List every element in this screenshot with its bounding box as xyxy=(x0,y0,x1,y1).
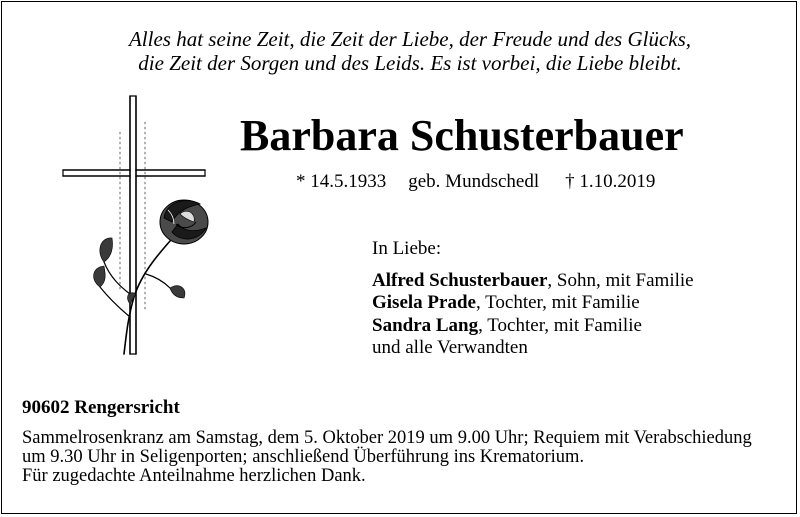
mourner-name: Gisela Prade xyxy=(372,292,476,314)
mourner-relation: , Tochter, mit Familie xyxy=(475,292,640,314)
motto-line-2: die Zeit der Sorgen und des Leids. Es ist vorbei, die Liebe bleibt. xyxy=(138,51,682,75)
maiden-name: geb. Mundschedl xyxy=(408,171,540,192)
death-date: † 1.10.2019 xyxy=(565,171,656,192)
life-dates xyxy=(296,171,655,193)
service-notice xyxy=(22,429,752,486)
motto-line-1: Alles hat seine Zeit, die Zeit der Liebe, der Freude und des Glücks, xyxy=(128,27,692,51)
mourners-closing: und alle Verwandten xyxy=(372,336,528,358)
notice-line-3: Für zugedachte Anteilnahme herzlichen Dank. xyxy=(22,466,366,486)
mourner-relation: , Sohn, mit Familie xyxy=(547,270,694,291)
mourner-name: Sandra Lang xyxy=(372,314,479,336)
mourner-row xyxy=(372,315,694,337)
notice-line-2: um 9.30 Uhr in Seligenporten; anschließend Überführung ins Krematorium. xyxy=(22,447,585,467)
mourners-intro: In Liebe: xyxy=(372,238,442,259)
notice-line-1: Sammelrosenkranz am Samstag, dem 5. Oktober 2019 um 9.00 Uhr; Requiem mit Verabschiedung xyxy=(22,428,752,448)
birth-date: * 14.5.1933 xyxy=(296,171,387,192)
mourners-list xyxy=(372,270,694,359)
mourner-row xyxy=(372,292,694,314)
mourner-relation: , Tochter, mit Familie xyxy=(478,314,642,336)
location-heading: 90602 Rengersricht xyxy=(22,397,180,418)
motto-text xyxy=(0,27,800,75)
mourner-name: Alfred Schusterbauer xyxy=(372,270,548,291)
cross-with-rose-icon xyxy=(60,92,230,362)
deceased-name: Barbara Schusterbauer xyxy=(240,111,684,160)
mourner-row xyxy=(372,270,694,292)
